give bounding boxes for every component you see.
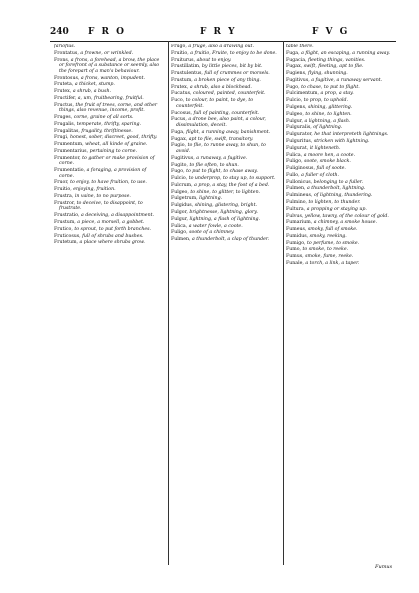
entry-headword: Fulguritus, <box>286 138 313 144</box>
dictionary-column-3 <box>286 44 394 564</box>
dictionary-entry <box>286 85 394 91</box>
entry-definition: a deceiving, a disappointment. <box>81 213 154 219</box>
running-head-2: F R Y <box>200 27 237 37</box>
entry-definition: smoky, reeking. <box>309 233 347 239</box>
entry-headword: Fuco, <box>171 98 185 104</box>
entry-definition: of lightning, thundering. <box>313 193 373 199</box>
entry-definition: a place where shrubs grow. <box>79 240 145 246</box>
entry-definition: of lightning. <box>313 125 343 131</box>
entry-definition: soote, smoke black. <box>304 159 351 165</box>
entry-headword: Frustror, <box>54 200 76 206</box>
entry-headword: Fugax, <box>171 136 188 142</box>
dictionary-entry <box>54 156 162 167</box>
entry-definition: fariofius. <box>54 44 76 49</box>
entry-headword: Fumus, <box>286 254 304 260</box>
entry-definition: to shine, to lighten. <box>305 111 352 117</box>
dictionary-entry <box>171 64 279 70</box>
entry-headword: Fruteta, <box>54 82 74 88</box>
dictionary-entry <box>286 71 394 77</box>
column-rule <box>168 41 169 565</box>
entry-headword: Fuligo, <box>286 159 303 165</box>
entry-definition: a propping or staying up. <box>306 206 367 212</box>
entry-definition: a lightning, a flash. <box>304 118 351 124</box>
dictionary-entry <box>54 129 162 135</box>
dictionary-entry <box>286 173 394 179</box>
entry-definition: corne, graine of all sorts. <box>73 115 134 121</box>
dictionary-entry <box>286 139 394 145</box>
dictionary-entry <box>171 117 279 128</box>
entry-definition: a flight, an escaping, a running away. <box>301 50 390 56</box>
entry-definition: honest, sober, discreet, good, thrifty. <box>70 135 158 141</box>
entry-definition: in vaine, to no purpose. <box>74 194 131 200</box>
entry-definition: coloured, painted, counterfeit. <box>193 91 266 97</box>
entry-headword: Frutetum, <box>54 240 79 246</box>
entry-headword: Fugo, <box>286 84 300 90</box>
entry-headword: Frutex, <box>171 84 189 90</box>
entry-definition: a thicket, stump. <box>74 82 115 88</box>
dictionary-entry <box>171 210 279 216</box>
entry-headword: Fucus, <box>171 117 187 123</box>
entry-headword: Frumentatio, <box>54 168 86 174</box>
dictionary-entry <box>286 234 394 240</box>
catchword: Fumus <box>375 564 393 570</box>
entry-definition: to enjoy, to have fruition, to use. <box>70 180 147 186</box>
entry-headword: Frumentarius, <box>54 148 89 154</box>
entry-definition: to underprop, to stay up, to support. <box>188 176 276 182</box>
entry-headword: Fulgeo, <box>286 111 304 117</box>
entry-definition: to flie often, to shun. <box>189 162 239 168</box>
dictionary-column-1 <box>54 44 162 564</box>
dictionary-entry <box>171 130 279 136</box>
entry-definition: to sprout, to put forth branches. <box>74 226 152 232</box>
entry-definition: pertaining to corne. <box>89 148 137 154</box>
dictionary-entry <box>171 98 279 109</box>
dictionary-entry <box>286 200 394 206</box>
entry-definition: a fugitive, a runaway servant. <box>311 77 383 83</box>
dictionary-entry <box>171 85 279 91</box>
entry-headword: Fruitio, <box>171 50 189 56</box>
dictionary-entry <box>286 44 394 50</box>
dictionary-entry <box>54 89 162 95</box>
entry-headword: Fuliginosus, <box>286 166 315 172</box>
entry-headword: Fumo, <box>286 247 302 253</box>
entry-definition: smoky, full of smoke. <box>307 227 358 233</box>
dictionary-entry <box>286 166 394 172</box>
dictionary-entry <box>286 119 394 125</box>
dictionary-entry <box>286 227 394 233</box>
entry-headword: Frontosus, <box>54 75 80 81</box>
entry-headword: Fullonicus, <box>286 179 313 185</box>
entry-definition: to lighten, to thunder. <box>308 199 361 205</box>
dictionary-entry <box>171 44 279 50</box>
entry-headword: Fructus, <box>54 102 74 108</box>
entry-definition: by little pieces, bit by bit. <box>201 64 263 70</box>
entry-definition: to smoke, to reeke. <box>302 247 349 253</box>
dictionary-entry <box>54 187 162 193</box>
entry-headword: Fugax, <box>286 64 303 70</box>
entry-headword: Fulgurator, <box>286 132 313 138</box>
dictionary-entry <box>171 78 279 84</box>
dictionary-entry <box>54 51 162 57</box>
page-header <box>50 27 395 41</box>
dictionary-entry <box>171 111 279 117</box>
entry-definition: a thunderbolt, lightning. <box>307 186 366 192</box>
entry-headword: Fulmino, <box>286 199 308 205</box>
dictionary-entry <box>171 176 279 182</box>
entry-headword: Frugi, <box>54 135 69 141</box>
entry-headword: Fugo, <box>171 169 185 175</box>
entry-definition: lightning, a flash of lightning. <box>189 216 261 222</box>
entry-headword: Fugacia, <box>286 57 307 63</box>
dictionary-entry <box>286 64 394 70</box>
entry-headword: Fulmen, <box>171 237 191 243</box>
dictionary-entry <box>286 180 394 186</box>
dictionary-entry <box>171 224 279 230</box>
entry-headword: Fucatus, <box>171 91 192 97</box>
dictionary-entry <box>54 220 162 226</box>
dictionary-column-2 <box>171 44 279 564</box>
dictionary-entry <box>54 142 162 148</box>
entry-headword: Fumigo, <box>286 240 306 246</box>
entry-definition: table there. <box>286 44 314 49</box>
entry-definition: a runaway, a fugitive. <box>196 155 248 161</box>
entry-definition: shining, glistering, bright. <box>194 203 258 209</box>
entry-definition: a fruitio, Fruite, to enjoy to be done. <box>190 50 277 56</box>
entry-headword: Fulica, <box>171 223 188 229</box>
entry-definition: to colour, to paint, to dye, to counterfeit. <box>176 98 254 109</box>
entry-headword: Fulcio, <box>171 176 188 182</box>
entry-definition: stricken with lightning. <box>313 138 370 144</box>
entry-headword: Frugo, <box>171 44 187 49</box>
dictionary-entry <box>286 247 394 253</box>
entry-headword: Fugio, <box>171 143 187 149</box>
entry-headword: Frugalis, <box>54 121 76 127</box>
dictionary-entry <box>286 153 394 159</box>
entry-headword: Frutico, <box>54 226 73 232</box>
entry-definition: to shine, to glitter, to lighten. <box>190 189 261 195</box>
entry-definition: about to enjoy. <box>196 57 232 63</box>
entry-definition: temperate, thrifty, sparing. <box>76 121 141 127</box>
entry-definition: he that interpreteth lightnings. <box>314 132 389 138</box>
entry-headword: Fulgidus, <box>171 203 194 209</box>
entry-headword: Fugiens, <box>286 71 307 77</box>
dictionary-entry <box>54 227 162 233</box>
dictionary-entry <box>286 125 394 131</box>
dictionary-entry <box>171 137 279 143</box>
entry-definition: the fruit of trees, corne, and other things, also revenue, income, profit. <box>59 102 158 114</box>
entry-definition: soote of a chimney. <box>189 230 235 236</box>
entry-definition: full of soote. <box>316 166 346 172</box>
entry-definition: a broken piece of any thing. <box>194 77 261 83</box>
entry-headword: Fulgur, <box>286 118 304 124</box>
entry-headword: Fuligo, <box>171 230 188 236</box>
entry-headword: Fulgetrum, <box>171 196 198 202</box>
entry-headword: Frustra, <box>54 194 74 200</box>
dictionary-entry <box>171 217 279 223</box>
dictionary-entry <box>171 156 279 162</box>
entry-definition: enjoying, fruition. <box>73 187 116 193</box>
entry-definition: full of painting, counterfeit. <box>193 110 260 116</box>
entry-definition: a torch, a link, a taper. <box>305 261 360 266</box>
entry-headword: Frons, <box>54 57 70 63</box>
dictionary-entry <box>54 115 162 121</box>
dictionary-entry <box>54 180 162 186</box>
dictionary-entry <box>171 230 279 236</box>
entry-definition: a water fowle, a coote. <box>188 223 243 229</box>
dictionary-entry <box>286 207 394 213</box>
dictionary-entry <box>286 159 394 165</box>
dictionary-entry <box>54 234 162 240</box>
entry-definition: a moore hen, a coote. <box>303 152 356 158</box>
dictionary-entry <box>54 168 162 179</box>
entry-headword: Fucosus, <box>171 110 193 116</box>
entry-headword: Frutex, <box>54 89 72 95</box>
entry-definition: to deceive, to disappoint, to frustrate. <box>59 200 143 212</box>
entry-headword: Fultura, <box>286 206 306 212</box>
entry-headword: Fulica, <box>286 152 303 158</box>
entry-definition: a foraging, a provision of corne. <box>59 168 147 179</box>
entry-headword: Fruiturus, <box>171 57 196 63</box>
entry-headword: Frustillatim, <box>171 64 201 70</box>
entry-headword: Frumentum, <box>54 142 84 148</box>
entry-definition: it lighteneth. <box>309 145 341 151</box>
entry-headword: Fuga, <box>171 129 185 135</box>
entry-definition: smoke, fume, reeke. <box>305 254 354 260</box>
dictionary-entry <box>286 132 394 138</box>
dictionary-entry <box>54 82 162 88</box>
header-rule <box>50 41 396 42</box>
column-rule <box>283 41 284 565</box>
entry-headword: Fulgur, <box>171 216 189 222</box>
entry-headword: Fulmineus, <box>286 193 313 199</box>
entry-definition: a fuller of cloth. <box>301 172 340 178</box>
dictionary-entry <box>286 146 394 152</box>
dictionary-entry <box>286 91 394 97</box>
entry-headword: Fulgens, <box>286 105 307 111</box>
dictionary-entry <box>54 213 162 219</box>
entry-headword: Frustratio, <box>54 213 80 219</box>
entry-headword: Fullo, <box>286 172 300 178</box>
dictionary-entry <box>171 183 279 189</box>
entry-headword: Fulguralis, <box>286 125 312 131</box>
dictionary-entry <box>171 58 279 64</box>
dictionary-entry <box>171 71 279 77</box>
dictionary-entry <box>54 44 162 50</box>
entry-headword: Frustum, <box>171 77 193 83</box>
entry-definition: flying, shunning. <box>307 71 348 77</box>
dictionary-entry <box>171 51 279 57</box>
dictionary-entry <box>171 163 279 169</box>
entry-definition: wheat, all kinde of graine. <box>85 142 148 148</box>
entry-definition: a piece, a morsell, a gobbet. <box>77 219 145 225</box>
dictionary-entry <box>54 58 162 75</box>
entry-definition: a chimney, a smoke house. <box>313 220 377 226</box>
running-head-3: F V G <box>312 27 350 37</box>
dictionary-entry <box>171 203 279 209</box>
entry-headword: Fuga, <box>286 50 300 56</box>
entry-headword: Fulcimentum, <box>286 91 319 97</box>
entry-headword: Fumarium, <box>286 220 313 226</box>
dictionary-entry <box>54 76 162 82</box>
dictionary-entry <box>286 186 394 192</box>
entry-definition: a frons, wanton, impudent. <box>80 75 146 81</box>
entry-headword: Frustulentus, <box>171 71 203 77</box>
entry-headword: Frumentor, <box>54 155 81 161</box>
dictionary-entry <box>171 169 279 175</box>
entry-headword: Fulmen, <box>286 186 306 192</box>
dictionary-entry <box>171 143 279 154</box>
entry-definition: to put to flight, to chase away. <box>186 169 258 175</box>
entry-headword: Fulcrum, <box>171 182 193 188</box>
running-head-1: F R O <box>88 27 126 37</box>
dictionary-entry <box>54 122 162 128</box>
entry-definition: a shrub, a bush. <box>72 89 111 95</box>
entry-definition: a thunderbolt, a clap of thunder. <box>192 237 270 243</box>
dictionary-entry <box>171 196 279 202</box>
entry-definition: to perfume, to smoke. <box>307 240 360 246</box>
entry-headword: Fulcio, <box>286 98 303 104</box>
entry-definition: belonging to a fuller. <box>313 179 364 185</box>
entry-definition: flight, a running away, banishment. <box>186 129 271 135</box>
entry-definition: shining, glittering. <box>307 105 353 111</box>
dictionary-entry <box>54 135 162 141</box>
entry-definition: a drone bee, also paint, a colour, dissimulation, deceit. <box>176 117 266 128</box>
entry-headword: Frugalitas, <box>54 128 80 134</box>
entry-headword: Fruges, <box>54 115 73 121</box>
entry-definition: brightnesse, lightning, glory. <box>189 209 258 215</box>
entry-definition: yellow, tawny, of the colour of gold. <box>304 213 389 219</box>
entry-definition: apt to flie, swift, transitory. <box>188 136 254 142</box>
entry-definition: a shrub, also a blockhead. <box>189 84 252 90</box>
dictionary-entry <box>54 103 162 114</box>
dictionary-entry <box>54 240 162 246</box>
entry-headword: Fulgor, <box>171 209 188 215</box>
dictionary-entry <box>286 193 394 199</box>
entry-headword: Fumidus, <box>286 233 309 239</box>
entry-headword: Frontatus, <box>54 50 79 56</box>
entry-definition: swift, fleeting, apt to flie. <box>303 64 364 70</box>
entry-definition: frugality, thriftinesse. <box>81 128 133 134</box>
entry-definition: to gather or make provision of corne. <box>59 155 155 167</box>
dictionary-entry <box>54 96 162 102</box>
entry-definition: a, um, fruitbearing, fruitful. <box>77 95 144 101</box>
entry-headword: Frustum, <box>54 219 76 225</box>
entry-definition: fleeting things, vanities. <box>307 57 366 63</box>
entry-definition: to prop, to uphold. <box>303 98 349 104</box>
dictionary-entry <box>286 112 394 118</box>
dictionary-entry <box>286 58 394 64</box>
dictionary-entry <box>54 194 162 200</box>
entry-definition: lightning. <box>199 196 223 202</box>
entry-headword: Fulgeo, <box>171 189 189 195</box>
entry-definition: a prop, a stay. <box>320 91 354 97</box>
dictionary-entry <box>286 98 394 104</box>
entry-headword: Fulgurat, <box>286 145 309 151</box>
entry-headword: Fructifer, <box>54 95 77 101</box>
entry-headword: Fruticosus, <box>54 233 81 239</box>
entry-definition: to flie, to runne away, to shun, to avoid. <box>176 143 266 154</box>
entry-headword: Fruitio, <box>54 187 72 193</box>
dictionary-entry <box>286 105 394 111</box>
entry-headword: Funale, <box>286 261 304 266</box>
dictionary-entry <box>54 201 162 212</box>
entry-headword: Fumeus, <box>286 227 307 233</box>
page-number: 240 <box>50 27 69 37</box>
entry-headword: Fugitivus, <box>286 77 310 83</box>
dictionary-entry <box>286 51 394 57</box>
entry-definition: full of crummes or morsels. <box>204 71 270 77</box>
dictionary-entry <box>286 220 394 226</box>
dictionary-entry <box>286 214 394 220</box>
entry-definition: full of shrubs and bushes. <box>82 233 144 239</box>
dictionary-entry <box>286 254 394 260</box>
dictionary-entry <box>171 237 279 243</box>
dictionary-entry <box>286 241 394 247</box>
dictionary-entry <box>54 149 162 155</box>
dictionary-entry <box>171 91 279 97</box>
dictionary-entry <box>286 261 394 267</box>
entry-headword: Fugitivus, <box>171 155 195 161</box>
dictionary-entry <box>171 190 279 196</box>
dictionary-entry <box>286 78 394 84</box>
entry-definition: a prop, a stay, the foot of a bed. <box>194 182 270 188</box>
entry-headword: Fulvus, <box>286 213 304 219</box>
entry-definition: a frowne, or wrinkled. <box>80 50 134 56</box>
entry-definition: a fruge, also a drawing out. <box>188 44 254 49</box>
entry-definition: to chase, to put to flight. <box>301 84 360 90</box>
entry-headword: Fruor, <box>54 180 69 186</box>
entry-headword: Fugito, <box>171 162 188 168</box>
entry-definition: a frons, a forehead, a brow, the place or forefront of a substance or seemly, also the forepart of a man's behaviour. <box>59 57 160 74</box>
